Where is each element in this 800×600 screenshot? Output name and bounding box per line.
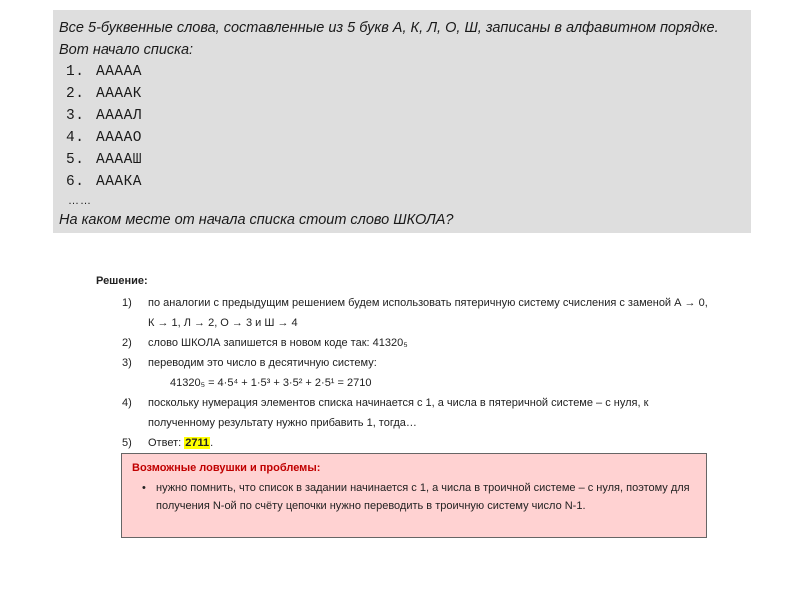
list-ellipsis: …… xyxy=(68,195,92,207)
solution-step xyxy=(96,293,716,333)
step-number: 5) xyxy=(122,437,132,449)
traps-title: Возможные ловушки и проблемы: xyxy=(132,462,321,474)
trap-item xyxy=(132,479,698,515)
list-item-word: ААААЛ xyxy=(96,108,143,124)
word-list xyxy=(59,61,745,193)
step-text: по аналогии с предыдущим решением будем использовать пятеричную систему счисления с заменой А → 0, К → 1, Л → 2, О → 3 и Ш → 4 xyxy=(148,297,708,329)
list-item-number: 6. xyxy=(66,174,85,190)
step-number: 2) xyxy=(122,337,132,349)
list-item xyxy=(66,149,745,171)
task-statement: Все 5-буквенные слова, составленные из 5 букв А, К, Л, О, Ш, записаны в алфавитном порядке. xyxy=(59,20,719,36)
traps-box xyxy=(121,453,707,538)
solution-step xyxy=(96,333,716,353)
list-item-word: ААААА xyxy=(96,64,143,80)
conversion-formula: 41320₅ = 4·5⁴ + 1·5³ + 3·5² + 2·5¹ = 2710 xyxy=(170,377,372,389)
list-item-word: АААКА xyxy=(96,174,143,190)
answer-value: 2711 xyxy=(185,437,210,449)
solution-block xyxy=(96,273,716,453)
list-item xyxy=(66,171,745,193)
list-item xyxy=(66,61,745,83)
solution-step xyxy=(96,353,716,373)
list-item xyxy=(66,105,745,127)
list-item-number: 3. xyxy=(66,108,85,124)
trap-text: нужно помнить, что список в задании начинается с 1, а числа в троичной системе – с нуля, поэтому для получения N-ой по счёту цепочки нужно переводить в троичную систему число N-1. xyxy=(156,482,690,512)
list-item-number: 2. xyxy=(66,86,85,102)
list-item-number: 1. xyxy=(66,64,85,80)
task-list-intro: Вот начало списка: xyxy=(59,42,194,58)
task-question: На каком месте от начала списка стоит слово ШКОЛА? xyxy=(59,212,454,228)
solution-title: Решение: xyxy=(96,275,148,287)
step-text: поскольку нумерация элементов списка начинается с 1, а числа в пятеричной системе – с нуля, к полученному результату нужно прибавить 1, тогда… xyxy=(148,397,649,429)
list-item-number: 4. xyxy=(66,130,85,146)
solution-step xyxy=(96,393,716,433)
task-box xyxy=(53,10,751,233)
step-text: переводим это число в десятичную систему: xyxy=(148,357,377,369)
step-number: 1) xyxy=(122,297,132,309)
list-item-number: 5. xyxy=(66,152,85,168)
list-item xyxy=(66,83,745,105)
list-item-word: ААААО xyxy=(96,130,143,146)
answer-suffix: . xyxy=(210,437,214,449)
list-item-word: ААААК xyxy=(96,86,143,102)
answer-line xyxy=(148,433,716,453)
step-number: 4) xyxy=(122,397,132,409)
list-item xyxy=(66,127,745,149)
list-item-word: ААААШ xyxy=(96,152,143,168)
step-number: 3) xyxy=(122,357,132,369)
answer-label: Ответ: xyxy=(148,437,182,449)
solution-step xyxy=(96,433,716,453)
bullet-icon: • xyxy=(142,482,146,494)
step-text: слово ШКОЛА запишется в новом коде так: 41320₅ xyxy=(148,337,408,349)
